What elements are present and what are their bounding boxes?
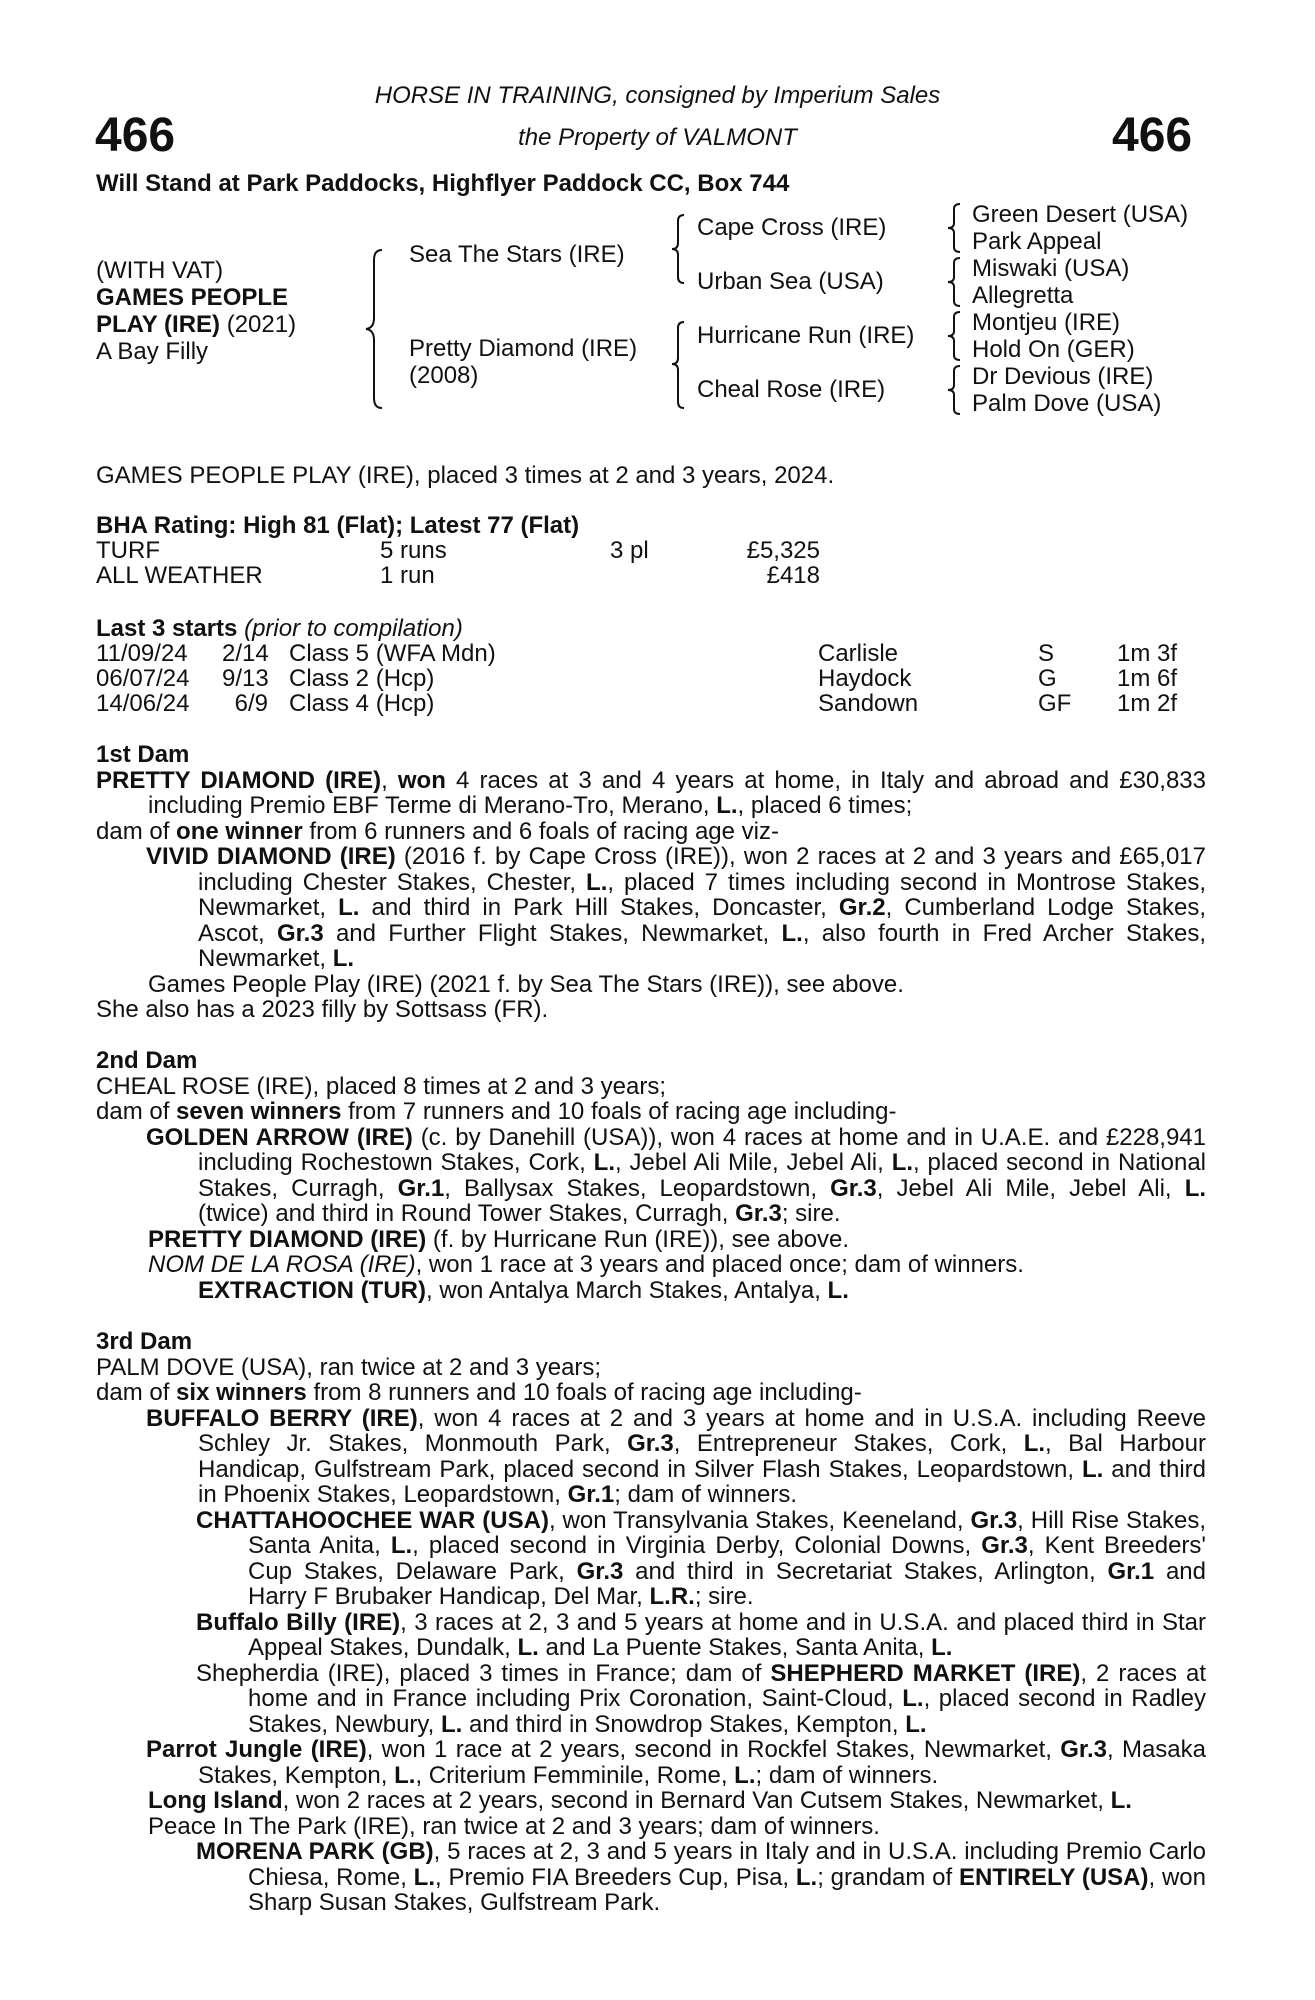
- text: dam of: [96, 1098, 177, 1125]
- text: from 6 runners and 6 foals of racing age viz-: [302, 817, 779, 845]
- text: , 5 races at 2, 3 and 5 years in Italy and in U.S.A. including Premio Carlo Chiesa, Rome,: [248, 1838, 1206, 1891]
- first-dam-record: [96, 768, 1206, 819]
- dam-dam-sire: Dr Devious (IRE): [972, 363, 1154, 390]
- ds-brace: [944, 310, 966, 362]
- winners-count: six winners: [176, 1379, 307, 1406]
- first-dam-heading: 1st Dam: [96, 741, 190, 768]
- dd-brace: [944, 364, 966, 416]
- sire-sire: Cape Cross (IRE): [697, 214, 887, 241]
- rating-aw-runs: 1 run: [380, 562, 435, 589]
- start-date: 06/07/24: [96, 665, 190, 692]
- morena-park-record: [96, 1839, 1206, 1916]
- grade: Gr.3: [1060, 1736, 1107, 1763]
- text: , placed 6 times;: [737, 792, 913, 819]
- pretty-diamond-record: [96, 1227, 1206, 1253]
- games-people-play-note: Games People Play (IRE) (2021 f. by Sea The Stars (IRE)), see above.: [148, 970, 904, 998]
- text: (2016 f. by Cape Cross (IRE)), won 2 races at 2 and 3 years and £65,017 including Chester Stakes, Chester,: [198, 843, 1206, 896]
- last-starts-heading: [96, 615, 463, 643]
- first-dam-produce: [96, 819, 1206, 845]
- text: , placed second in Radley Stakes, Newbury,: [248, 1685, 1207, 1738]
- grade: L.: [905, 1710, 927, 1738]
- text: from 7 runners and 10 foals of racing age including-: [341, 1098, 897, 1125]
- dam-dam-dam: Palm Dove (USA): [972, 390, 1162, 417]
- sire-sire-sire: Green Desert (USA): [972, 201, 1189, 228]
- long-island-record: [96, 1788, 1206, 1814]
- text: ; sire.: [781, 1200, 841, 1227]
- start-position: 9/13: [222, 665, 269, 692]
- grade: Gr.3: [981, 1532, 1028, 1559]
- text: , placed 7 times including second in Montrose Stakes, Newmarket,: [198, 868, 1207, 921]
- text: , also fourth in Fred Archer Stakes, Newmarket,: [198, 919, 1206, 972]
- text: , Entrepreneur Stakes, Cork,: [673, 1430, 1024, 1457]
- text: ; grandam of: [817, 1863, 953, 1891]
- peace-in-the-park-record: Peace In The Park (IRE), ran twice at 2 and 3 years; dam of winners.: [148, 1812, 880, 1840]
- dam-sire-sire: Montjeu (IRE): [972, 309, 1121, 336]
- grade: L.: [390, 1532, 413, 1559]
- text: and third in Snowdrop Stakes, Kempton,: [462, 1710, 906, 1738]
- text: , Jebel Ali Mile, Jebel Ali,: [876, 1174, 1185, 1202]
- grade: Gr.3: [735, 1200, 782, 1227]
- third-dam-record: PALM DOVE (USA), ran twice at 2 and 3 years;: [96, 1353, 602, 1381]
- first-dam-2023-note: She also has a 2023 filly by Sottsass (FR).: [96, 996, 549, 1023]
- extraction-record: [96, 1278, 1206, 1304]
- offspring-name: PRETTY DIAMOND (IRE): [148, 1225, 427, 1253]
- grade: L.: [394, 1761, 416, 1789]
- grade: L.: [413, 1863, 435, 1891]
- grade: L.: [1082, 1455, 1104, 1483]
- second-dam-record: CHEAL ROSE (IRE), placed 8 times at 2 and 3 years;: [96, 1072, 667, 1100]
- grade: Gr.3: [576, 1557, 624, 1585]
- sire-dam-sire: Miswaki (USA): [972, 255, 1130, 282]
- dam-dam: Cheal Rose (IRE): [697, 376, 886, 403]
- vat-note: (WITH VAT): [96, 257, 224, 284]
- text: , won 2 races at 2 years, second in Bernard Van Cutsem Stakes, Newmarket,: [282, 1787, 1111, 1814]
- text: 4 races at 3 and 4 years at home, in Italy and abroad and £30,833 including Premio EBF Terme di Merano-Tro, Merano,: [148, 766, 1206, 819]
- rating-aw-earnings: £418: [766, 562, 820, 589]
- grade: Gr.1: [397, 1174, 445, 1202]
- grade: Gr.3: [627, 1430, 674, 1457]
- stand-location: Will Stand at Park Paddocks, Highflyer Paddock CC, Box 744: [96, 170, 790, 197]
- grade: Gr.3: [830, 1174, 877, 1202]
- offspring-name: Long Island: [148, 1787, 283, 1814]
- text: , Kent Breeders' Cup Stakes, Delaware Park,: [248, 1532, 1206, 1585]
- text: , Cumberland Lodge Stakes, Ascot,: [198, 894, 1206, 947]
- offspring-name: EXTRACTION (TUR): [198, 1276, 426, 1304]
- text: and third in Park Hill Stakes, Doncaster,: [359, 894, 839, 921]
- grade: L.: [891, 1149, 914, 1176]
- sire-brace: [668, 213, 690, 285]
- text: (f. by Hurricane Run (IRE)), see above.: [426, 1225, 850, 1253]
- text: , Masaka Stakes, Kempton,: [198, 1736, 1207, 1789]
- grade: L.: [902, 1685, 924, 1712]
- start-course: Carlisle: [818, 640, 899, 667]
- start-race: Class 2 (Hcp): [289, 665, 435, 692]
- sep: ,: [381, 766, 398, 794]
- consignment-line: HORSE IN TRAINING, consigned by Imperium Sales: [374, 82, 941, 109]
- grade: L.: [1023, 1430, 1046, 1457]
- offspring-name: ENTIRELY (USA): [959, 1863, 1149, 1891]
- text: , placed second in National Stakes, Curragh,: [198, 1149, 1207, 1202]
- rating-aw-surface: ALL WEATHER: [96, 562, 263, 589]
- winners-count: one winner: [176, 817, 303, 845]
- offspring-name: NOM DE LA ROSA (IRE): [148, 1251, 416, 1278]
- dam-brace: [668, 320, 690, 410]
- start-distance: 1m 6f: [1117, 665, 1178, 692]
- third-dam-produce: [96, 1380, 1206, 1406]
- text: and La Puente Stakes, Santa Anita,: [538, 1634, 932, 1661]
- grade: L.: [440, 1710, 463, 1738]
- text: , 2 races at home and in France including Prix Coronation, Saint-Cloud,: [248, 1659, 1207, 1712]
- dam: [409, 335, 637, 389]
- grade: L.: [332, 945, 355, 972]
- grade: L.: [517, 1634, 539, 1661]
- offspring-name: Parrot Jungle (IRE): [146, 1736, 367, 1763]
- lot-number-right: 466: [1112, 109, 1193, 162]
- horse-summary: GAMES PEOPLE PLAY (IRE), placed 3 times at 2 and 3 years, 2024.: [96, 462, 835, 489]
- start-position: 6/9: [234, 690, 268, 717]
- first-dam-name: PRETTY DIAMOND (IRE): [96, 766, 382, 794]
- grade: L.: [716, 792, 738, 819]
- grade: L.R.: [649, 1583, 695, 1610]
- horse-info: [96, 257, 296, 365]
- text: dam of: [96, 1379, 177, 1406]
- offspring-name: MORENA PARK (GB): [196, 1838, 434, 1865]
- grade: L.: [338, 894, 360, 921]
- start-going: G: [1038, 665, 1057, 692]
- text: , Criterium Femminile, Rome,: [415, 1761, 735, 1789]
- start-position: 2/14: [222, 640, 269, 667]
- second-dam-heading: 2nd Dam: [96, 1047, 198, 1074]
- grade: L.: [734, 1761, 756, 1789]
- grade: Gr.1: [1107, 1557, 1155, 1585]
- grade: L.: [931, 1634, 953, 1661]
- offspring-name: CHATTAHOOCHEE WAR (USA): [196, 1506, 549, 1534]
- chattahoochee-war-record: [96, 1508, 1206, 1610]
- second-dam-section: [96, 1048, 1206, 1303]
- horse-description: A Bay Filly: [96, 338, 209, 365]
- third-dam-heading: 3rd Dam: [96, 1328, 193, 1355]
- text: , Bal Harbour Handicap, Gulfstream Park, placed second in Silver Flash Stakes, Leopardstown,: [198, 1430, 1206, 1483]
- grade: L.: [795, 1863, 818, 1891]
- rating-turf-placed: 3 pl: [610, 537, 649, 564]
- dam-year: (2008): [409, 362, 479, 389]
- grade: L.: [593, 1149, 615, 1176]
- grade: Gr.1: [567, 1481, 615, 1508]
- text: , won Sharp Susan Stakes, Gulfstream Park.: [248, 1863, 1206, 1916]
- ss-brace: [944, 202, 966, 254]
- dam-sire-dam: Hold On (GER): [972, 336, 1135, 363]
- text: , won 1 race at 2 years, second in Rockfel Stakes, Newmarket,: [366, 1736, 1061, 1763]
- grade: L.: [827, 1276, 849, 1304]
- start-date: 11/09/24: [96, 640, 188, 667]
- text: , won 1 race at 3 years and placed once; dam of winners.: [415, 1251, 1024, 1278]
- text: dam of: [96, 817, 177, 845]
- sire-dam: Urban Sea (USA): [697, 268, 884, 295]
- text: , 3 races at 2, 3 and 5 years at home and in U.S.A. and placed third in Star Appeal Stakes, Dundalk,: [248, 1608, 1206, 1661]
- horse-name-line1: GAMES PEOPLE: [96, 284, 289, 311]
- grade: Gr.3: [276, 919, 324, 947]
- grade: L.: [586, 868, 608, 896]
- start-course: Sandown: [818, 690, 919, 717]
- text: (c. by Danehill (USA)), won 4 races at home and in U.A.E. and £228,941 including Rochestown Stakes, Cork,: [198, 1123, 1207, 1176]
- text: , Premio FIA Breeders Cup, Pisa,: [434, 1863, 796, 1891]
- offspring-name: SHEPHERD MARKET (IRE): [770, 1659, 1081, 1687]
- offspring-name: BUFFALO BERRY (IRE): [146, 1404, 418, 1432]
- buffalo-berry-record: [96, 1406, 1206, 1508]
- start-date: 14/06/24: [96, 690, 190, 717]
- sire-sire-dam: Park Appeal: [972, 228, 1102, 255]
- text: , Jebel Ali Mile, Jebel Ali,: [615, 1149, 892, 1176]
- rating-turf-runs: 5 runs: [380, 537, 447, 564]
- winners-count: seven winners: [176, 1098, 342, 1125]
- rating-turf-earnings: £5,325: [746, 537, 820, 564]
- text: , Ballysax Stakes, Leopardstown,: [444, 1174, 831, 1202]
- offspring-name: Buffalo Billy (IRE): [196, 1608, 401, 1636]
- offspring-name: GOLDEN ARROW (IRE): [146, 1123, 413, 1151]
- third-dam-section: [96, 1329, 1206, 1916]
- grade: L.: [1110, 1787, 1132, 1814]
- start-race: Class 4 (Hcp): [289, 690, 435, 717]
- rating-title: BHA Rating: High 81 (Flat); Latest 77 (Flat): [96, 512, 580, 539]
- shepherdia-record: [96, 1661, 1206, 1738]
- text: , won Transylvania Stakes, Keeneland,: [548, 1506, 971, 1534]
- text: and third in Phoenix Stakes, Leopardstown,: [198, 1455, 1206, 1508]
- sire: Sea The Stars (IRE): [409, 241, 625, 268]
- text: , won Antalya March Stakes, Antalya,: [425, 1276, 828, 1304]
- text: ; dam of winners.: [614, 1481, 798, 1508]
- start-distance: 1m 3f: [1117, 640, 1178, 667]
- property-line: the Property of VALMONT: [518, 124, 797, 151]
- start-going: GF: [1038, 690, 1072, 717]
- pedigree-brace-main: [362, 248, 392, 410]
- start-going: S: [1038, 640, 1055, 667]
- text: , won 4 races at 2 and 3 years at home and in U.S.A. including Reeve Schley Jr. Stakes, Monmouth Park,: [198, 1404, 1206, 1457]
- grade: Gr.3: [970, 1506, 1018, 1534]
- rating-turf-surface: TURF: [96, 537, 160, 564]
- start-race: Class 5 (WFA Mdn): [289, 640, 496, 667]
- nom-de-la-rosa-record: [96, 1252, 1206, 1278]
- parrot-jungle-record: [96, 1737, 1206, 1788]
- grade: L.: [781, 919, 803, 947]
- text: ; sire.: [694, 1583, 754, 1610]
- first-dam-section: [96, 742, 1206, 1023]
- dam-sire: Hurricane Run (IRE): [697, 322, 915, 349]
- text: ; dam of winners.: [755, 1761, 939, 1789]
- text: (twice) and third in Round Tower Stakes, Curragh,: [198, 1200, 736, 1227]
- vivid-diamond-record: [96, 844, 1206, 972]
- text: and Further Flight Stakes, Newmarket,: [323, 919, 782, 947]
- sd-brace: [944, 256, 966, 308]
- text: Shepherdia (IRE), placed 3 times in France; dam of: [196, 1659, 771, 1687]
- won-label: won: [397, 766, 446, 794]
- offspring-name: VIVID DIAMOND (IRE): [146, 843, 396, 870]
- buffalo-billy-record: [96, 1610, 1206, 1661]
- golden-arrow-record: [96, 1125, 1206, 1227]
- grade: Gr.2: [838, 894, 886, 921]
- last-starts-title: Last 3 starts: [96, 615, 238, 642]
- text: from 8 runners and 10 foals of racing age including-: [306, 1379, 862, 1406]
- start-distance: 1m 2f: [1117, 690, 1178, 717]
- text: and third in Secretariat Stakes, Arlington,: [623, 1557, 1108, 1585]
- horse-year: (2021): [226, 311, 297, 338]
- last-starts-note: (prior to compilation): [244, 615, 463, 642]
- second-dam-produce: [96, 1099, 1206, 1125]
- text: and Harry F Brubaker Handicap, Del Mar,: [248, 1557, 1206, 1610]
- lot-number-left: 466: [95, 109, 176, 162]
- text: , Hill Rise Stakes, Santa Anita,: [248, 1506, 1206, 1559]
- horse-name-line2: PLAY (IRE): [96, 311, 221, 338]
- sire-dam-dam: Allegretta: [972, 282, 1074, 309]
- text: , placed second in Virginia Derby, Colonial Downs,: [412, 1532, 982, 1559]
- grade: L.: [1184, 1174, 1207, 1202]
- start-course: Haydock: [818, 665, 912, 692]
- dam-name: Pretty Diamond (IRE): [409, 335, 638, 362]
